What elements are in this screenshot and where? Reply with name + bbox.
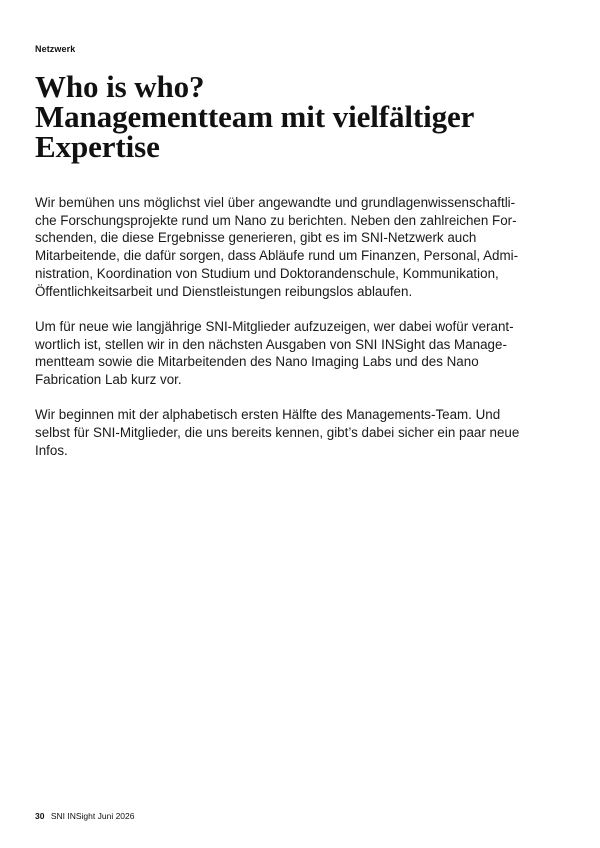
body-paragraph (35, 406, 563, 459)
body-line: wortlich ist, stellen wir in den nächsten Ausgaben von SNI INSight das Manage- (35, 336, 507, 352)
body-line: Mitarbeitende, die dafür sorgen, dass Abläufe rund um Finanzen, Personal, Admi- (35, 248, 519, 264)
page-footer (35, 811, 134, 821)
publication-name: SNI INSight Juni 2026 (50, 811, 135, 821)
body-paragraph (35, 194, 563, 300)
body-line: Wir bemühen uns möglichst viel über angewandte und grundlagenwissenschaftli- (35, 195, 516, 210)
body-line: Wir beginnen mit der alphabetisch ersten Hälfte des Managements-Team. Und (35, 407, 501, 423)
body-line: mentteam sowie die Mitarbeitenden des Nano Imaging Labs und des Nano (35, 354, 479, 370)
body-line: che Forschungsprojekte rund um Nano zu berichten. Neben den zahlreichen For- (35, 212, 517, 228)
body-line: Öffentlichkeitsarbeit und Dienstleistungen reibungslos ablaufen. (35, 283, 413, 299)
body-line: Fabrication Lab kurz vor. (35, 372, 182, 388)
section-label: Netzwerk (35, 44, 76, 54)
body-line: nistration, Koordination von Studium und Doktorandenschule, Kommunikation, (35, 265, 499, 281)
article-title-line: Expertise (35, 129, 160, 164)
body-line: schenden, die diese Ergebnisse generieren, gibt es im SNI-Netzwerk auch (35, 230, 477, 246)
article-title-line: Who is who? (35, 69, 205, 104)
body-line: Um für neue wie langjährige SNI-Mitglieder aufzuzeigen, wer dabei wofür verant- (35, 318, 514, 334)
body-line: selbst für SNI-Mitglieder, die uns bereits kennen, gibt’s dabei sicher ein paar neue (35, 425, 520, 441)
article-title (35, 69, 575, 164)
body-line: Infos. (35, 442, 68, 458)
body-paragraph (35, 318, 563, 389)
page-number: 30 (35, 811, 45, 821)
article-body (35, 194, 563, 477)
article-title-line: Managementteam mit vielfältiger (35, 99, 475, 134)
